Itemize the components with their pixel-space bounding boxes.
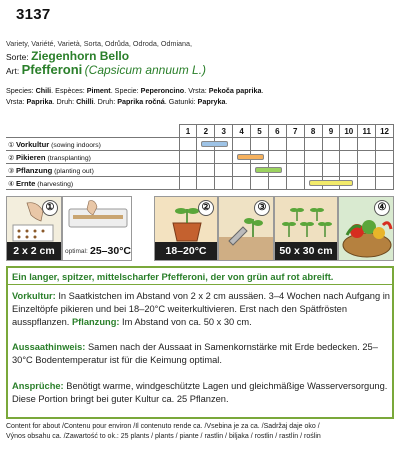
species-sep: . Druh: — [52, 97, 77, 106]
art-label: Art: — [6, 66, 20, 76]
text-aussaathinweis: Samen nach der Aussaat in Samenkornstärke mit Erde bedecken. 25–30°C Bodentemperatur ist für die Keimung optimal. — [12, 342, 378, 365]
calendar-row — [6, 177, 394, 190]
month-cell — [286, 164, 304, 177]
growing-temp-caption: 18–20°C — [155, 242, 217, 260]
activity-bar — [255, 167, 269, 173]
species-hr: Paprika — [26, 97, 53, 106]
label-ansprueche: Ansprüche: — [12, 381, 64, 391]
activity-bar — [309, 180, 323, 186]
month-cell — [304, 164, 322, 177]
month-cell — [215, 138, 233, 151]
month-cell — [197, 177, 215, 190]
step-badge: ① — [42, 200, 58, 216]
variety-name: Ziegenhorn Bello — [31, 49, 130, 63]
month-header: 7 — [286, 125, 304, 138]
month-cell — [340, 177, 358, 190]
month-cell — [340, 151, 358, 164]
footer-line-2: Výnos obsahu ca. /Zawartość to ok.: 25 plants / plants / piante / rastlin / biljaka / rostlin / rastlín / roślin — [6, 433, 321, 440]
species-pl: Papryka — [197, 97, 226, 106]
species-sep: . Gatunki: — [164, 97, 198, 106]
activity-bar — [250, 154, 264, 160]
step-name: Ernte — [15, 178, 36, 188]
species-sep: . Specie: — [110, 86, 141, 95]
text-ansprueche: Benötigt warme, windgeschützte Lagen und gleichmäßige Wasserversorgung. Diese Portion bringt bei guter Kultur ca. 25 Pflanzen. — [12, 381, 388, 404]
step-name: Pikieren — [15, 152, 46, 162]
species-prefix: Vrsta: — [6, 97, 27, 106]
calendar-row — [6, 164, 394, 177]
pictogram-planting — [218, 196, 274, 261]
species-it: Peperoncino — [140, 86, 185, 95]
month-cell — [340, 138, 358, 151]
step-badge: ③ — [254, 200, 270, 216]
month-cell — [358, 151, 376, 164]
month-header: 4 — [233, 125, 251, 138]
month-cell — [215, 151, 233, 164]
month-header: 12 — [376, 125, 394, 138]
month-cell — [286, 177, 304, 190]
calendar-row-label — [6, 177, 179, 190]
month-cell — [322, 177, 340, 190]
pictogram-pricking — [154, 196, 218, 261]
variety-header: Variety, Variété, Varietà, Sorta, Odrůda, Odroda, Odmiana, — [6, 39, 193, 48]
calendar-row-label — [6, 138, 179, 151]
label-pflanzung: Pflanzung: — [71, 316, 120, 327]
calendar-row — [6, 151, 394, 164]
species-fr: Piment — [86, 86, 111, 95]
calendar-row — [6, 138, 394, 151]
month-cell — [322, 164, 340, 177]
month-cell — [233, 138, 251, 151]
month-cell — [286, 138, 304, 151]
calendar-corner — [6, 125, 179, 138]
species-sep: . Espèces: — [51, 86, 87, 95]
optimal-label: optimal: — [65, 248, 88, 255]
month-header: 1 — [179, 125, 197, 138]
step-badge: ② — [198, 200, 214, 216]
month-cell — [322, 151, 340, 164]
month-header: 9 — [322, 125, 340, 138]
text-pflanzung: Im Abstand von ca. 50 x 30 cm. — [119, 316, 252, 327]
month-cell — [304, 151, 322, 164]
month-cell — [340, 164, 358, 177]
species-sep: . Vrsta: — [184, 86, 209, 95]
month-header: 8 — [304, 125, 322, 138]
step-note: (transplanting) — [47, 154, 91, 162]
activity-bar — [201, 141, 215, 147]
month-cell — [358, 177, 376, 190]
species-en: Chili — [35, 86, 52, 95]
activity-bar — [214, 141, 228, 147]
thermometer-icon — [63, 197, 132, 244]
step-note: (sowing indoors) — [51, 141, 101, 149]
month-cell — [268, 177, 286, 190]
step-number: ① — [8, 141, 15, 149]
calendar-row-label — [6, 151, 179, 164]
month-cell — [179, 164, 197, 177]
species-end: . — [261, 86, 264, 95]
month-cell — [233, 151, 251, 164]
month-cell — [358, 164, 376, 177]
species-sep: . Druh: — [93, 97, 118, 106]
month-cell — [233, 164, 251, 177]
pictogram-temperature — [62, 196, 132, 261]
month-cell — [251, 177, 269, 190]
month-cell — [215, 164, 233, 177]
description-title: Ein langer, spitzer, mittelscharfer Pfefferoni, der von grün auf rot abreift. — [12, 271, 334, 282]
product-number: 3137 — [16, 6, 51, 23]
month-cell — [304, 138, 322, 151]
month-cell — [179, 177, 197, 190]
month-cell — [215, 177, 233, 190]
pictogram-sowing — [6, 196, 62, 261]
sorte-label: Sorte: — [6, 52, 29, 62]
month-cell — [251, 151, 269, 164]
art-line — [6, 63, 206, 78]
month-cell — [358, 138, 376, 151]
month-cell — [251, 138, 269, 151]
step-number: ② — [8, 154, 15, 162]
title-divider — [8, 284, 392, 285]
month-cell — [233, 177, 251, 190]
month-cell — [197, 151, 215, 164]
activity-bar — [339, 180, 353, 186]
label-vorkultur: Vorkultur: — [12, 291, 56, 301]
month-cell — [197, 164, 215, 177]
month-cell — [376, 177, 394, 190]
calendar-row-label — [6, 164, 179, 177]
month-cell — [268, 164, 286, 177]
step-name: Pflanzung — [15, 165, 53, 175]
species-line-1 — [6, 86, 263, 95]
month-cell — [376, 164, 394, 177]
plant-rows-icon — [275, 197, 338, 244]
month-cell — [197, 138, 215, 151]
activity-bar — [322, 180, 341, 186]
footer-line-1: Content for about /Contenu pour environ /Il contenuto rende ca. /Vsebina je za ca. /Sadržaj daje oko / — [6, 423, 320, 430]
activity-bar — [268, 167, 282, 173]
paragraph-ansprueche — [12, 380, 392, 406]
month-cell — [376, 138, 394, 151]
month-cell — [322, 138, 340, 151]
germination-temp: 25–30°C — [90, 245, 131, 257]
pictogram-strip — [6, 196, 394, 261]
pictogram-harvest — [338, 196, 394, 261]
species-prefix: Species: — [6, 86, 36, 95]
step-number: ④ — [8, 180, 15, 188]
species-line-2 — [6, 97, 228, 106]
month-header: 6 — [268, 125, 286, 138]
species-end: . — [225, 97, 228, 106]
label-aussaathinweis: Aussaathinweis: — [12, 342, 86, 352]
plant-spacing-caption: 50 x 30 cm — [275, 242, 337, 260]
latin-name: (Capsicum annuum L.) — [84, 63, 207, 77]
step-name: Vorkultur — [15, 139, 50, 149]
description-box — [6, 266, 394, 419]
activity-bar — [237, 154, 251, 160]
month-header: 5 — [251, 125, 269, 138]
step-note: (planting out) — [54, 167, 94, 175]
month-header: 11 — [358, 125, 376, 138]
month-header: 2 — [197, 125, 215, 138]
paragraph-aussaathinweis — [12, 341, 392, 367]
growing-calendar — [6, 124, 394, 190]
species-name: Pfefferoni — [21, 62, 83, 77]
month-cell — [268, 138, 286, 151]
month-header: 10 — [340, 125, 358, 138]
species-cz: Chilli — [76, 97, 94, 106]
step-badge: ④ — [374, 200, 390, 216]
step-number: ③ — [8, 167, 15, 175]
month-cell — [179, 138, 197, 151]
month-cell — [251, 164, 269, 177]
text-vorkultur: In Saatkistchen im Abstand von 2 x 2 cm aussäen. 3–4 Wochen nach Aufgang in Einzeltöpfe pikieren und bei 18–20°C weiterkultivieren. Erst nach den Spätfrösten ausspflanzen. — [12, 291, 390, 327]
month-cell — [304, 177, 322, 190]
month-header: 3 — [215, 125, 233, 138]
month-cell — [286, 151, 304, 164]
spacing-caption: 2 x 2 cm — [7, 242, 61, 260]
month-cell — [376, 151, 394, 164]
month-cell — [268, 151, 286, 164]
month-cell — [179, 151, 197, 164]
species-sl: Pekoča paprika — [208, 86, 262, 95]
step-note: (harvesting) — [37, 180, 74, 188]
paragraph-vorkultur — [12, 290, 392, 328]
species-sk: Paprika ročná — [117, 97, 165, 106]
pictogram-spacing — [274, 196, 338, 261]
